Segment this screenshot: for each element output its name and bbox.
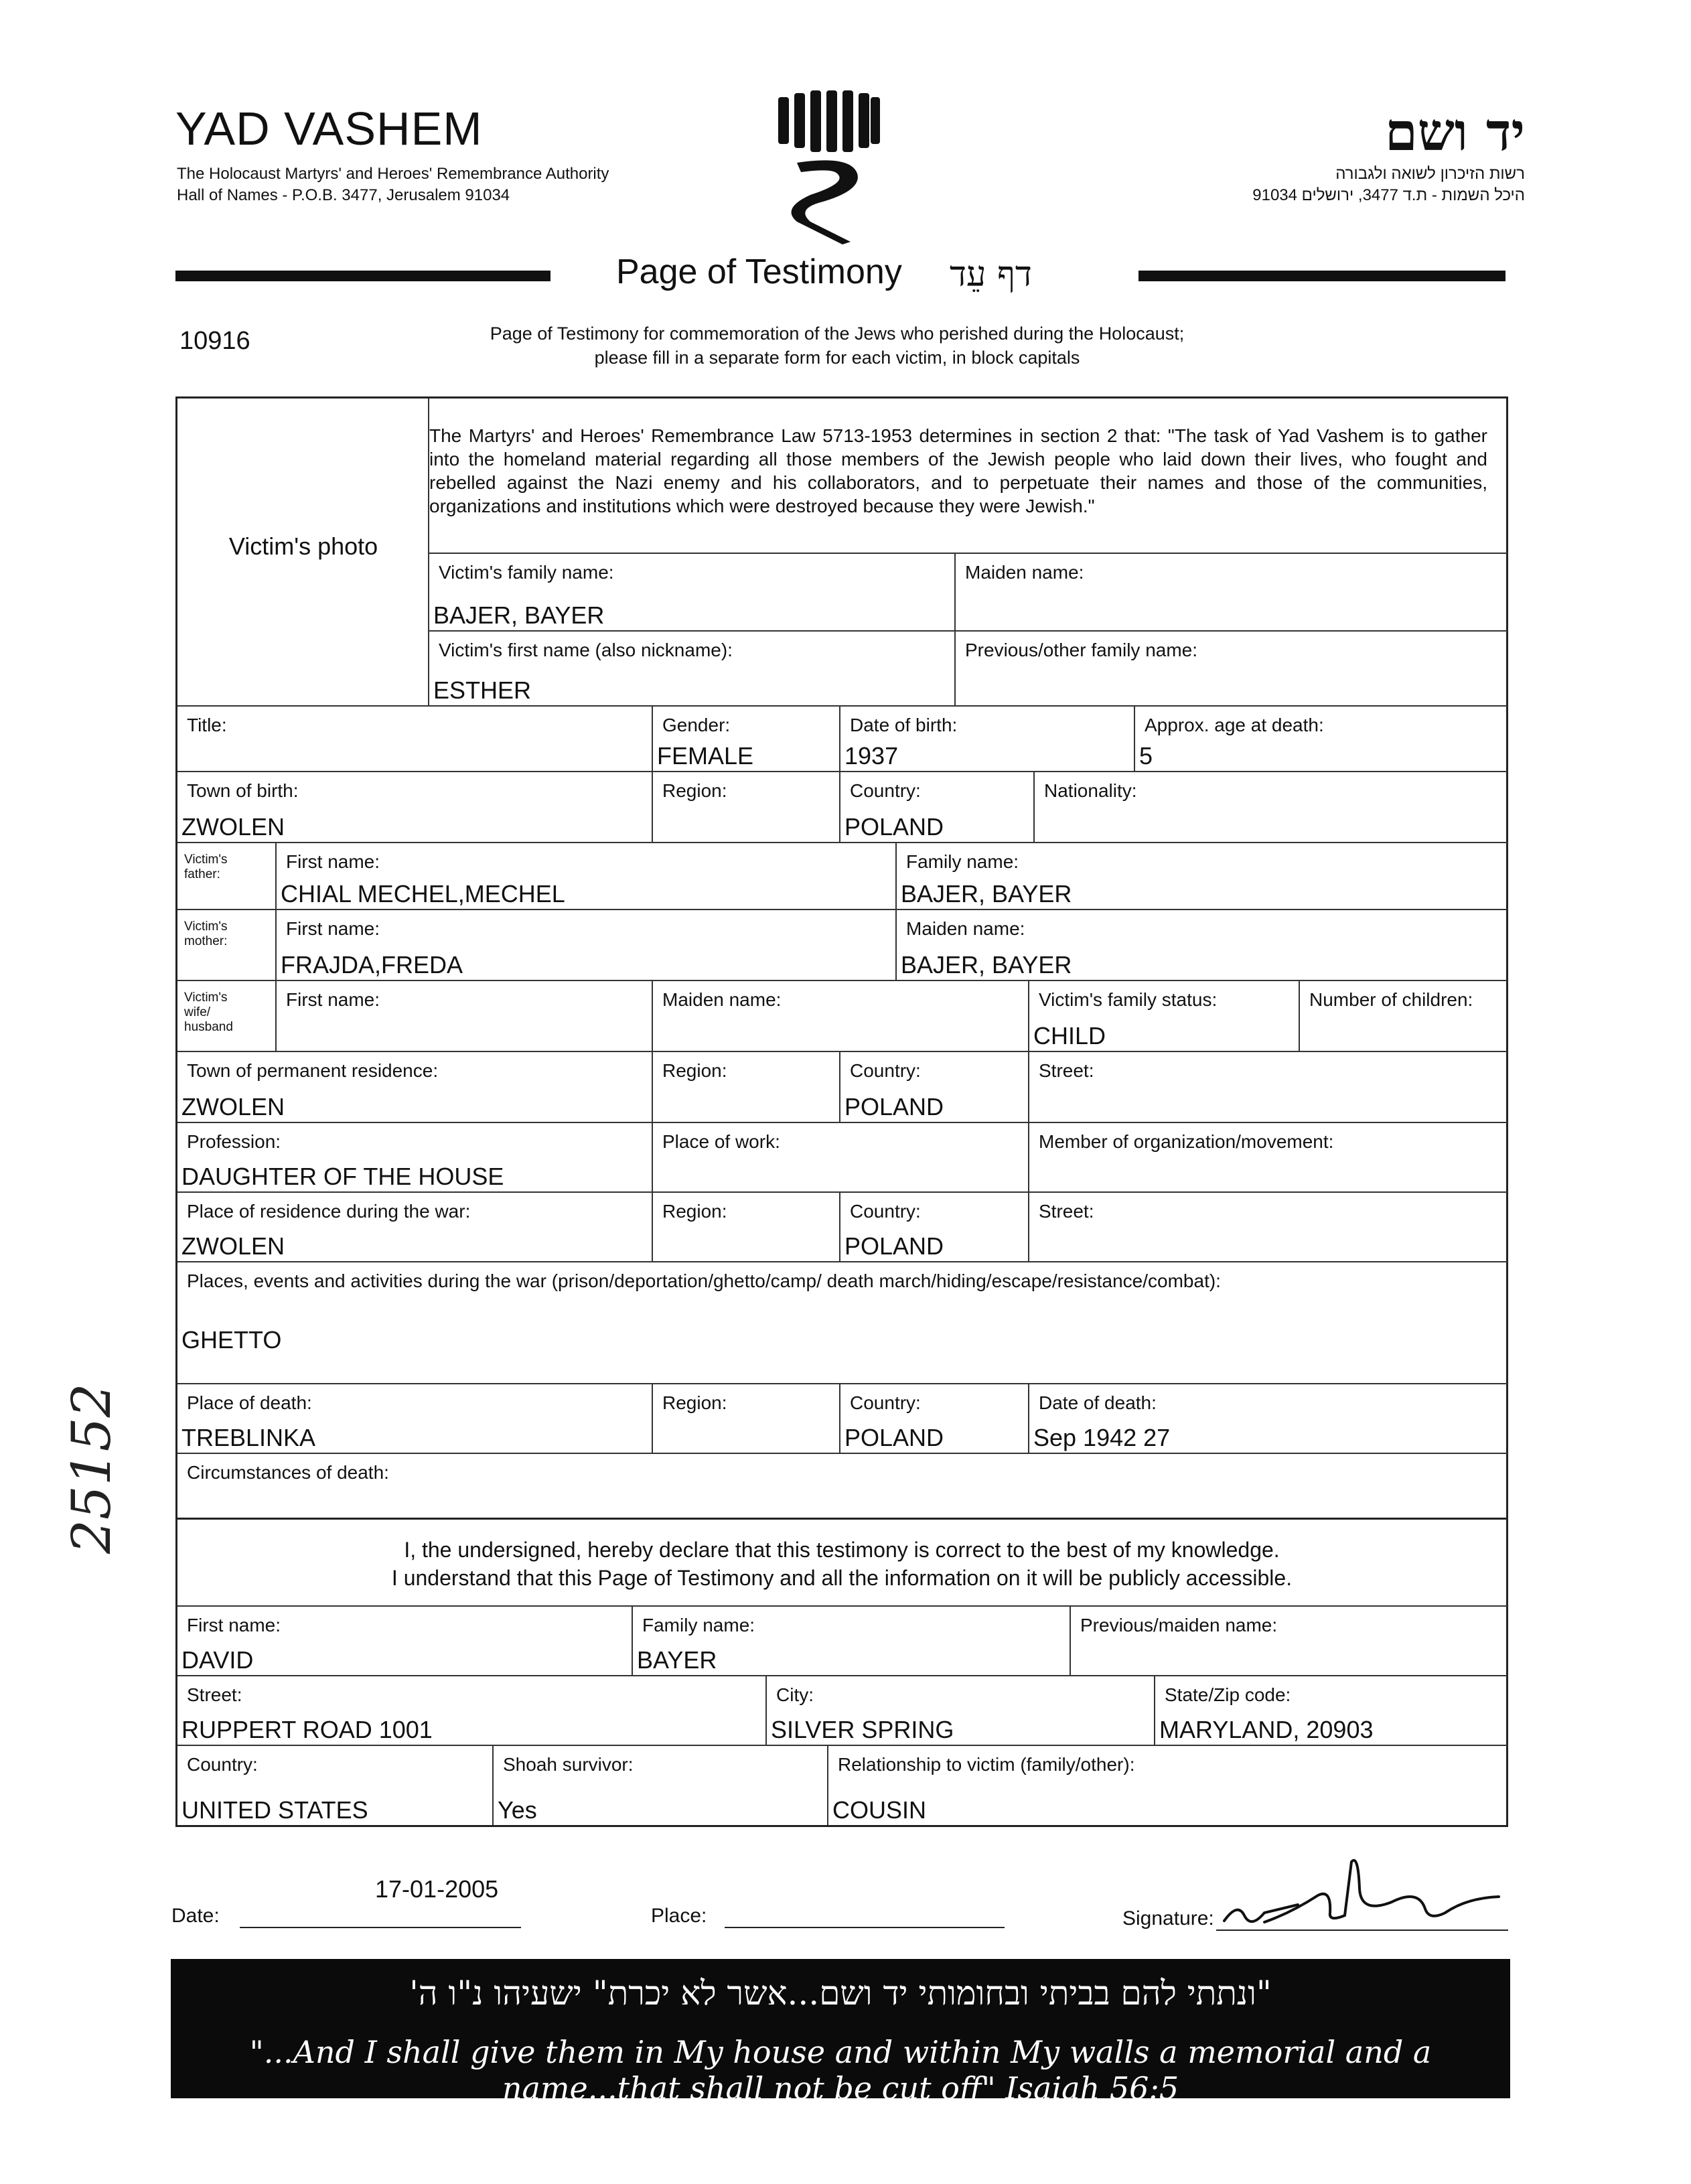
war-street-label: Street: — [1039, 1201, 1094, 1222]
declaration-line-1: I, the undersigned, hereby declare that this testimony is correct to the best of my knowledge. — [404, 1538, 1280, 1562]
circumstances-field[interactable] — [177, 1454, 1508, 1520]
mother-tag — [177, 910, 277, 981]
previous-family-name-field[interactable] — [956, 632, 1508, 707]
town-of-birth-field[interactable] — [177, 772, 653, 843]
war-events-label: Places, events and activities during the war (prison/deportation/ghetto/camp/ death march/hiding/escape/resistance/combat): — [187, 1270, 1221, 1291]
first-name-label: Victim's first name (also nickname): — [439, 640, 733, 660]
banner-english-quote: "...And I shall give them in My house and within My walls a memorial and a name...that shall not be cut off" Isaiah 56:5 — [249, 2034, 1432, 2106]
birth-region-field[interactable] — [653, 772, 840, 843]
nationality-label: Nationality: — [1044, 780, 1137, 801]
death-region-label: Region: — [662, 1392, 727, 1413]
age-at-death-field[interactable] — [1135, 707, 1508, 772]
war-country-value: POLAND — [844, 1232, 944, 1260]
mother-first-name-label: First name: — [286, 918, 380, 939]
declaration — [177, 1536, 1506, 1592]
date-of-birth-field[interactable] — [840, 707, 1135, 772]
org-subtitle-2: Hall of Names - P.O.B. 3477, Jerusalem 91034 — [177, 186, 510, 204]
town-of-birth-value: ZWOLEN — [181, 813, 285, 841]
family-status-value: CHILD — [1033, 1022, 1106, 1049]
war-residence-label: Place of residence during the war: — [187, 1201, 471, 1222]
title-field[interactable] — [177, 707, 653, 772]
birth-country-value: POLAND — [844, 813, 944, 841]
submitter-country-field[interactable] — [177, 1746, 494, 1825]
birth-country-field[interactable] — [840, 772, 1035, 843]
mother-maiden-name-field[interactable] — [897, 910, 1508, 981]
page-title: Page of Testimony — [616, 252, 902, 291]
father-first-name-value: CHIAL MECHEL,MECHEL — [281, 880, 565, 907]
submitter-maiden-name-field[interactable] — [1071, 1607, 1508, 1676]
relationship-value: COUSIN — [832, 1796, 927, 1824]
place-of-death-label: Place of death: — [187, 1392, 312, 1413]
submitter-city-field[interactable] — [767, 1676, 1155, 1746]
maiden-name-field[interactable] — [956, 554, 1508, 632]
date-of-death-value: Sep 1942 27 — [1033, 1424, 1171, 1451]
residence-country-value: POLAND — [844, 1093, 944, 1120]
father-first-name-label: First name: — [286, 851, 380, 872]
first-name-value: ESTHER — [433, 676, 532, 704]
gender-field[interactable] — [653, 707, 840, 772]
mother-first-name-value: FRAJDA,FREDA — [281, 951, 463, 978]
org-address-hebrew — [1252, 163, 1525, 206]
victim-photo-box[interactable] — [177, 398, 429, 707]
birth-country-label: Country: — [850, 780, 921, 801]
nationality-field[interactable] — [1035, 772, 1508, 843]
submitter-maiden-name-label: Previous/maiden name: — [1080, 1615, 1278, 1635]
place-of-death-value: TREBLINKA — [181, 1424, 316, 1451]
gender-label: Gender: — [662, 715, 731, 735]
war-region-field[interactable] — [653, 1193, 840, 1262]
submitter-first-name-value: DAVID — [181, 1646, 254, 1674]
spouse-tag — [177, 981, 277, 1052]
residence-town-label: Town of permanent residence: — [187, 1060, 439, 1081]
victim-photo-label: Victim's photo — [228, 532, 378, 560]
war-residence-field[interactable] — [177, 1193, 653, 1262]
place-of-death-field[interactable] — [177, 1384, 653, 1454]
title-rule-left — [175, 271, 550, 281]
mother-maiden-name-value: BAJER, BAYER — [901, 951, 1072, 978]
org-name-hebrew: יד ושם — [1385, 102, 1525, 163]
war-residence-value: ZWOLEN — [181, 1232, 285, 1260]
residence-town-field[interactable] — [177, 1052, 653, 1123]
town-of-birth-label: Town of birth: — [187, 780, 299, 801]
org-subtitle-1: The Holocaust Martyrs' and Heroes' Remembrance Authority — [177, 165, 609, 183]
law-box — [429, 398, 1508, 554]
date-of-death-label: Date of death: — [1039, 1392, 1157, 1413]
organization-field[interactable] — [1029, 1123, 1508, 1193]
first-name-field[interactable] — [429, 632, 956, 707]
place-of-work-field[interactable] — [653, 1123, 1029, 1193]
number-of-children-field[interactable] — [1300, 981, 1508, 1052]
shoah-survivor-label: Shoah survivor: — [503, 1754, 634, 1775]
organization-label: Member of organization/movement: — [1039, 1131, 1334, 1152]
profession-field[interactable] — [177, 1123, 653, 1193]
death-region-field[interactable] — [653, 1384, 840, 1454]
title-label: Title: — [187, 715, 227, 735]
residence-region-label: Region: — [662, 1060, 727, 1081]
submitter-country-value: UNITED STATES — [181, 1796, 368, 1824]
birth-region-label: Region: — [662, 780, 727, 801]
submitter-city-value: SILVER SPRING — [771, 1716, 954, 1743]
spouse-maiden-name-label: Maiden name: — [662, 989, 782, 1010]
family-name-field[interactable] — [429, 554, 956, 632]
death-country-field[interactable] — [840, 1384, 1029, 1454]
war-country-field[interactable] — [840, 1193, 1029, 1262]
law-text: The Martyrs' and Heroes' Remembrance Law 5713-1953 determines in section 2 that: "The task of Yad Vashem is to gather into the homeland material regarding all those members of the Jewish people who laid down their lives, who fought and rebelled against the Nazi enemy and his collaborators, and to perpetuate their names and those of the communities, organizations and institutions which were destroyed because they were Jewish." — [429, 425, 1487, 516]
date-line — [240, 1926, 521, 1928]
shoah-survivor-value: Yes — [498, 1796, 537, 1824]
org-subtitle-hebrew-2: היכל השמות - ת.ד 3477, ירושלים 91034 — [1252, 186, 1525, 204]
mother-first-name-field[interactable] — [277, 910, 897, 981]
date-of-death-field[interactable] — [1029, 1384, 1508, 1454]
banner-hebrew-quote: "ונתתי להם בביתי ובחומותי יד ושם...אשר לא יכרת" ישעיהו נ"ו ה' — [409, 1974, 1272, 2013]
place-of-work-label: Place of work: — [662, 1131, 780, 1152]
org-name: YAD VASHEM — [175, 102, 483, 155]
testimony-form — [175, 396, 1508, 1827]
date-label: Date: — [171, 1905, 220, 1927]
page-title-hebrew: דף עֵד — [950, 254, 1032, 295]
residence-town-value: ZWOLEN — [181, 1093, 285, 1120]
submitter-first-name-field[interactable] — [177, 1607, 633, 1676]
isaiah-banner — [171, 1959, 1510, 2106]
father-family-name-value: BAJER, BAYER — [901, 880, 1072, 907]
menorah-logo-icon — [770, 90, 884, 244]
date-of-birth-label: Date of birth: — [850, 715, 958, 735]
signature-icon — [1218, 1848, 1512, 1936]
father-family-name-field[interactable] — [897, 843, 1508, 910]
father-tag — [177, 843, 277, 910]
date-of-birth-value: 1937 — [844, 742, 899, 770]
intro-text — [402, 321, 1272, 370]
maiden-name-label: Maiden name: — [965, 562, 1084, 583]
org-address — [177, 163, 609, 206]
submitter-state-zip-value: MARYLAND, 20903 — [1159, 1716, 1374, 1743]
circumstances-label: Circumstances of death: — [187, 1462, 389, 1483]
age-at-death-value: 5 — [1139, 742, 1153, 770]
relationship-field[interactable] — [828, 1746, 1508, 1825]
org-subtitle-hebrew-1: רשות הזיכרון לשואה ולגבורה — [1335, 165, 1525, 183]
relationship-label: Relationship to victim (family/other): — [838, 1754, 1135, 1775]
date-value[interactable]: 17-01-2005 — [375, 1875, 499, 1903]
submitter-state-zip-field[interactable] — [1155, 1676, 1508, 1746]
father-family-name-label: Family name: — [906, 851, 1019, 872]
mother-tag-label: Victim's mother: — [184, 920, 228, 948]
spouse-first-name-field[interactable] — [277, 981, 653, 1052]
submitter-city-label: City: — [776, 1684, 814, 1705]
residence-region-field[interactable] — [653, 1052, 840, 1123]
previous-family-name-label: Previous/other family name: — [965, 640, 1198, 660]
mother-maiden-name-label: Maiden name: — [906, 918, 1025, 939]
submitter-street-value: RUPPERT ROAD 1001 — [181, 1716, 433, 1743]
residence-country-field[interactable] — [840, 1052, 1029, 1123]
profession-value: DAUGHTER OF THE HOUSE — [181, 1163, 504, 1190]
title-rule-right — [1138, 271, 1505, 281]
submitter-street-label: Street: — [187, 1684, 242, 1705]
residence-country-label: Country: — [850, 1060, 921, 1081]
submitter-country-label: Country: — [187, 1754, 258, 1775]
war-events-field[interactable] — [177, 1262, 1508, 1384]
spouse-maiden-name-field[interactable] — [653, 981, 1029, 1052]
submitter-family-name-value: BAYER — [637, 1646, 717, 1674]
intro-line-2: please fill in a separate form for each victim, in block capitals — [594, 348, 1080, 368]
spouse-tag-label: Victim's wife/ husband — [184, 991, 233, 1034]
family-name-label: Victim's family name: — [439, 562, 614, 583]
gender-value: FEMALE — [657, 742, 754, 770]
death-country-value: POLAND — [844, 1424, 944, 1451]
place-line[interactable] — [725, 1926, 1005, 1928]
residence-street-field[interactable] — [1029, 1052, 1508, 1123]
war-region-label: Region: — [662, 1201, 727, 1222]
submitter-first-name-label: First name: — [187, 1615, 281, 1635]
family-name-value: BAJER, BAYER — [433, 601, 605, 629]
spouse-first-name-label: First name: — [286, 989, 380, 1010]
war-events-value: GHETTO — [181, 1326, 282, 1354]
declaration-line-2: I understand that this Page of Testimony and all the information on it will be publicly accessible. — [391, 1566, 1293, 1590]
shoah-survivor-field[interactable] — [494, 1746, 828, 1825]
submitter-family-name-label: Family name: — [642, 1615, 755, 1635]
intro-line-1: Page of Testimony for commemoration of the Jews who perished during the Holocaust; — [490, 323, 1185, 344]
signature-label: Signature: — [1122, 1907, 1214, 1930]
handwritten-side-number: 25152 — [60, 1383, 123, 1554]
war-street-field[interactable] — [1029, 1193, 1508, 1262]
war-country-label: Country: — [850, 1201, 921, 1222]
place-label: Place: — [651, 1905, 707, 1927]
submitter-state-zip-label: State/Zip code: — [1165, 1684, 1291, 1705]
family-status-label: Victim's family status: — [1039, 989, 1218, 1010]
father-first-name-field[interactable] — [277, 843, 897, 910]
profession-label: Profession: — [187, 1131, 281, 1152]
father-tag-label: Victim's father: — [184, 853, 228, 881]
form-number: 10916 — [179, 327, 250, 355]
number-of-children-label: Number of children: — [1309, 989, 1473, 1010]
submitter-family-name-field[interactable] — [633, 1607, 1071, 1676]
age-at-death-label: Approx. age at death: — [1145, 715, 1324, 735]
submitter-street-field[interactable] — [177, 1676, 767, 1746]
family-status-field[interactable] — [1029, 981, 1300, 1052]
residence-street-label: Street: — [1039, 1060, 1094, 1081]
death-country-label: Country: — [850, 1392, 921, 1413]
